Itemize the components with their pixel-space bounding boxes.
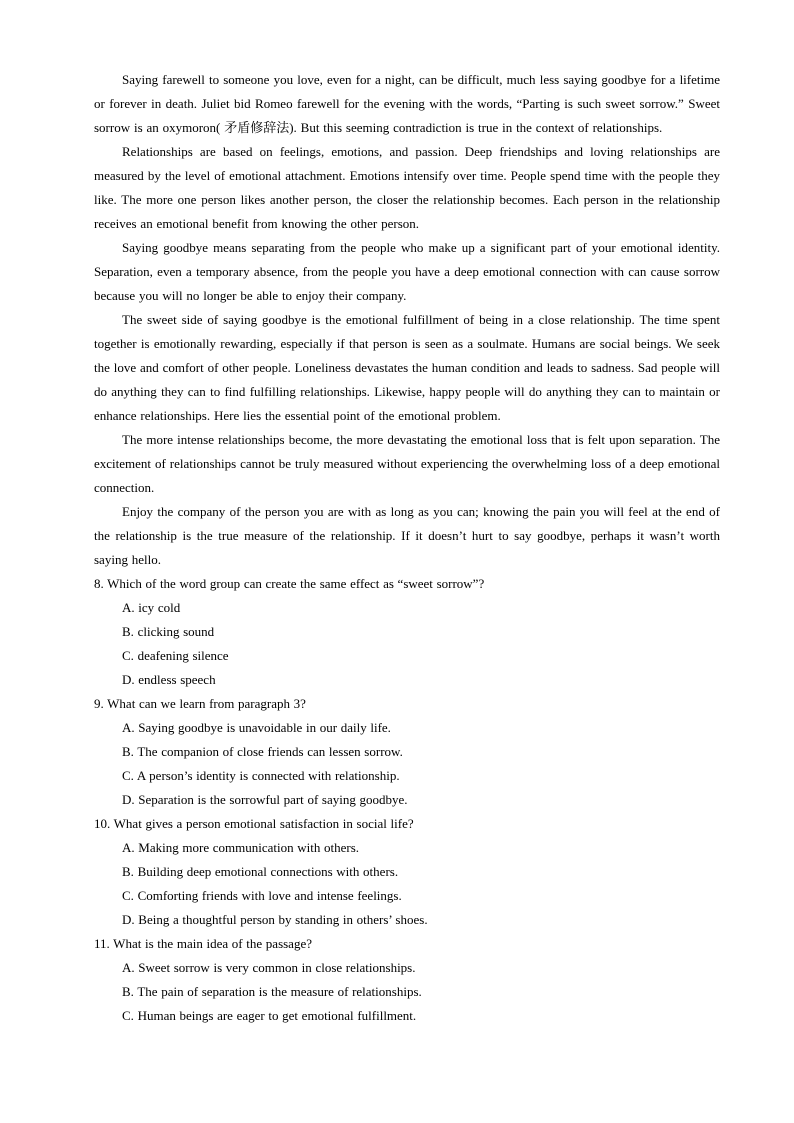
- question-10-option-b[interactable]: B. Building deep emotional connections with others.: [122, 864, 399, 879]
- document-body: [94, 68, 720, 1028]
- question-8-option-b[interactable]: B. clicking sound: [122, 624, 215, 639]
- question-10: [94, 812, 720, 932]
- question-8: [94, 572, 720, 692]
- question-11-option-a[interactable]: A. Sweet sorrow is very common in close relationships.: [122, 960, 416, 975]
- question-9-option-b[interactable]: B. The companion of close friends can lessen sorrow.: [122, 744, 403, 759]
- question-9: [94, 692, 720, 812]
- question-8-stem: 8. Which of the word group can create the same effect as “sweet sorrow”?: [94, 576, 485, 591]
- question-8-option-a[interactable]: A. icy cold: [122, 600, 181, 615]
- question-11: [94, 932, 720, 1028]
- question-9-option-d[interactable]: D. Separation is the sorrowful part of saying goodbye.: [122, 792, 408, 807]
- passage-paragraph-3: Saying goodbye means separating from the people who make up a significant part of your emotional identity. Separation, even a temporary absence, from the people you have a deep emotional connection with can cause sorrow because you will no longer be able to enjoy their company.: [94, 240, 720, 303]
- question-8-option-c[interactable]: C. deafening silence: [122, 648, 229, 663]
- question-11-option-b[interactable]: B. The pain of separation is the measure of relationships.: [122, 984, 422, 999]
- question-8-option-d[interactable]: D. endless speech: [122, 672, 216, 687]
- question-11-stem: 11. What is the main idea of the passage?: [94, 936, 312, 951]
- question-11-option-c[interactable]: C. Human beings are eager to get emotional fulfillment.: [122, 1008, 417, 1023]
- question-9-stem: 9. What can we learn from paragraph 3?: [94, 696, 306, 711]
- question-10-option-c[interactable]: C. Comforting friends with love and intense feelings.: [122, 888, 402, 903]
- question-9-option-a[interactable]: A. Saying goodbye is unavoidable in our daily life.: [122, 720, 391, 735]
- question-9-option-c[interactable]: C. A person’s identity is connected with relationship.: [122, 768, 400, 783]
- passage-paragraph-6: Enjoy the company of the person you are with as long as you can; knowing the pain you will feel at the end of the relationship is the true measure of the relationship. If it doesn’t hurt to say goodbye, perhaps it wasn’t worth saying hello.: [94, 504, 720, 567]
- passage-paragraph-5: The more intense relationships become, the more devastating the emotional loss that is felt upon separation. The excitement of relationships cannot be truly measured without experiencing the overwhelming loss of a deep emotional connection.: [94, 432, 720, 495]
- question-10-option-a[interactable]: A. Making more communication with others.: [122, 840, 360, 855]
- passage-paragraph-4: The sweet side of saying goodbye is the emotional fulfillment of being in a close relationship. The time spent together is emotionally rewarding, especially if that person is seen as a soulmate. Humans are social beings. We seek the love and comfort of other people. Loneliness devastates the human condition and leads to sadness. Sad people will do anything they can to find fulfilling relationships. Likewise, happy people will do anything they can to maintain or enhance relationships. Here lies the essential point of the emotional problem.: [94, 312, 720, 423]
- question-10-option-d[interactable]: D. Being a thoughtful person by standing in others’ shoes.: [122, 912, 428, 927]
- passage-paragraph-2: Relationships are based on feelings, emotions, and passion. Deep friendships and loving relationships are measured by the level of emotional attachment. Emotions intensify over time. People spend time with the people they like. The more one person likes another person, the closer the relationship becomes. Each person in the relationship receives an emotional benefit from knowing the other person.: [94, 144, 720, 231]
- passage-paragraph-1: Saying farewell to someone you love, even for a night, can be difficult, much less saying goodbye for a lifetime or forever in death. Juliet bid Romeo farewell for the evening with the words, “Parting is such sweet sorrow.” Sweet sorrow is an oxymoron( 矛盾修辞法). But this seeming contradiction is true in the context of relationships.: [94, 72, 720, 135]
- question-10-stem: 10. What gives a person emotional satisfaction in social life?: [94, 816, 414, 831]
